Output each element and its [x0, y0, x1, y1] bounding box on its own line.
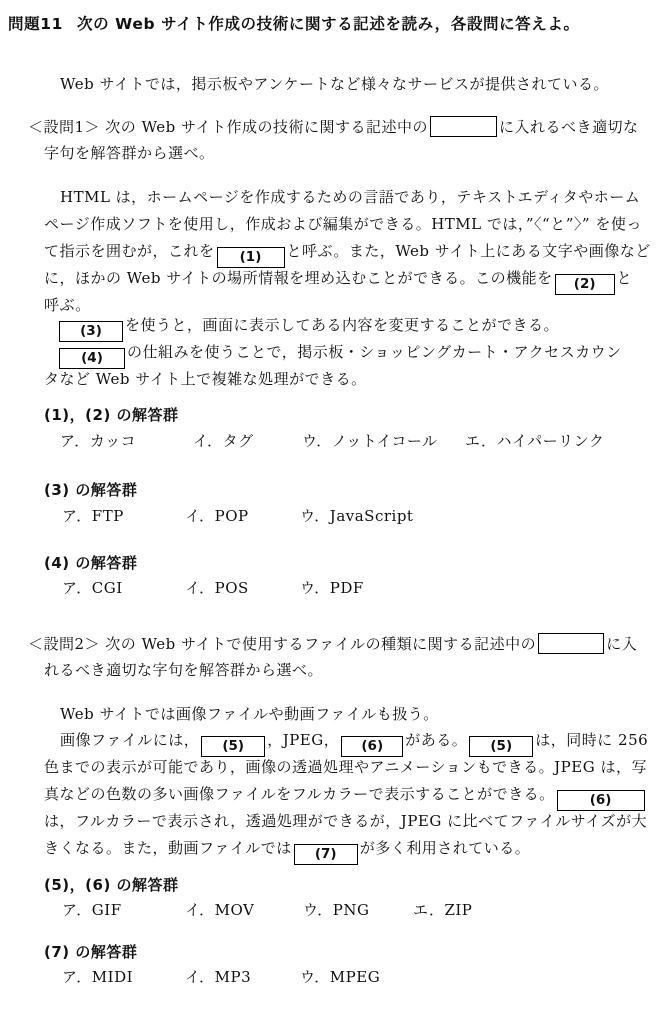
q2-heading-line2: れるべき適切な字句を解答群から選べ。: [44, 661, 324, 679]
q2-heading-line1: [28, 633, 637, 655]
answer-blank-empty-q2: [538, 633, 604, 654]
q1-body-line: [44, 241, 651, 268]
q1-heading-text-b: に入れるべき適切な: [498, 118, 639, 136]
q1-body-text: に，ほかの Web サイトの場所情報を埋め込むことができる。この機能を: [44, 269, 553, 287]
answer-blank-1: (1): [217, 247, 285, 268]
answer-option: ア．GIF: [62, 901, 122, 919]
answer-option: エ．ZIP: [413, 901, 473, 919]
answer-blank-5: (5): [469, 736, 533, 757]
q1-body-text: を使うと，画面に表示してある内容を変更することができる。: [125, 316, 560, 334]
intro-text: Web サイトでは，掲示板やアンケートなど様々なサービスが提供されている。: [60, 75, 609, 93]
q2-body-line: [44, 838, 530, 865]
q2-body-line: [44, 784, 647, 811]
q1-body-text: と: [616, 269, 633, 287]
answer-blank-5: (5): [201, 736, 265, 757]
answer-option: エ．ハイパーリンク: [465, 432, 605, 450]
q2-body-line: は，フルカラーで表示され，透過処理ができるが，JPEG に比べてファイルサイズが大: [44, 812, 648, 830]
answer-blank-2: (2): [555, 274, 615, 295]
answer-blank-6: (6): [341, 736, 403, 757]
answer-option: ウ．ノットイコール: [302, 432, 438, 450]
answer-group-title: (1)，(2) の解答群: [44, 406, 179, 424]
q2-body-line: 色までの表示が可能であり，画像の透過処理やアニメーションもできる。JPEG は，写: [44, 758, 647, 776]
answer-option: ア．FTP: [62, 507, 124, 525]
q2-body-text: きくなる。また，動画ファイルでは: [44, 839, 292, 857]
q1-body-line: タなど Web サイト上で複雑な処理ができる。: [44, 370, 367, 388]
q1-body-line: ページ作成ソフトを使用し，作成および編集ができる。HTML では，”〈“と”〉” を使っ: [44, 215, 642, 233]
answer-group-title: (5)，(6) の解答群: [44, 876, 179, 894]
q2-body-text: 真などの色数の多い画像ファイルをフルカラーで表示することができる。: [44, 785, 555, 803]
answer-option: イ．タグ: [193, 432, 254, 450]
q1-heading-line2: 字句を解答群から選べ。: [44, 144, 215, 162]
q2-body-line: [60, 730, 648, 757]
q1-body-text: の仕組みを使うことで，掲示板・ショッピングカート・アクセスカウン: [127, 343, 622, 361]
answer-option: ウ．PNG: [303, 901, 370, 919]
q2-body-text: がある。: [405, 731, 468, 749]
answer-option: ウ．JavaScript: [300, 507, 414, 525]
answer-group-title: (3) の解答群: [44, 481, 138, 499]
q2-body-text: は，同時に 256: [535, 731, 649, 749]
answer-option: イ．POP: [185, 507, 249, 525]
q2-body-text: 画像ファイルには，: [60, 731, 200, 749]
problem-heading: [8, 14, 580, 35]
answer-group-title: (4) の解答群: [44, 554, 138, 572]
q1-heading-text-a: ＜設問1＞ 次の Web サイト作成の技術に関する記述中の: [28, 118, 428, 136]
answer-blank-3: (3): [59, 321, 123, 342]
q1-body-line: HTML は，ホームページを作成するための言語であり，テキストエディタやホーム: [60, 188, 641, 206]
problem-label: 問題11: [8, 15, 63, 33]
q1-body-line: [57, 342, 622, 369]
q1-body-line: [44, 268, 632, 295]
answer-option: イ．MP3: [185, 968, 252, 986]
answer-option: イ．POS: [185, 579, 249, 597]
q1-body-text: と呼ぶ。また，Web サイト上にある文字や画像など: [286, 242, 651, 260]
problem-title: 次の Web サイト作成の技術に関する記述を読み，各設問に答えよ。: [76, 15, 580, 33]
answer-blank-6: (6): [557, 790, 645, 811]
answer-blank-7: (7): [294, 844, 358, 865]
q2-heading-text-b: に入: [606, 635, 638, 653]
q1-body-line: 呼ぶ。: [44, 296, 91, 314]
answer-blank-empty-q1: [430, 116, 497, 137]
answer-option: ア．CGI: [62, 579, 123, 597]
answer-option: イ．MOV: [185, 901, 255, 919]
q1-body-text: て指示を囲むが，これを: [44, 242, 215, 260]
answer-blank-4: (4): [59, 348, 125, 369]
q2-heading-text-a: ＜設問2＞ 次の Web サイトで使用するファイルの種類に関する記述中の: [28, 635, 537, 653]
q1-heading-line1: [28, 116, 639, 138]
q2-body-text: が多く利用されている。: [359, 839, 531, 857]
answer-group-title: (7) の解答群: [44, 943, 138, 961]
answer-option: ウ．PDF: [300, 579, 364, 597]
q1-body-line: [57, 315, 559, 342]
q2-body-text: ，JPEG，: [267, 731, 340, 749]
q2-body-line: Web サイトでは画像ファイルや動画ファイルも扱う。: [60, 705, 439, 723]
answer-option: ア．カッコ: [60, 432, 137, 450]
answer-option: ア．MIDI: [62, 968, 134, 986]
answer-option: ウ．MPEG: [300, 968, 381, 986]
